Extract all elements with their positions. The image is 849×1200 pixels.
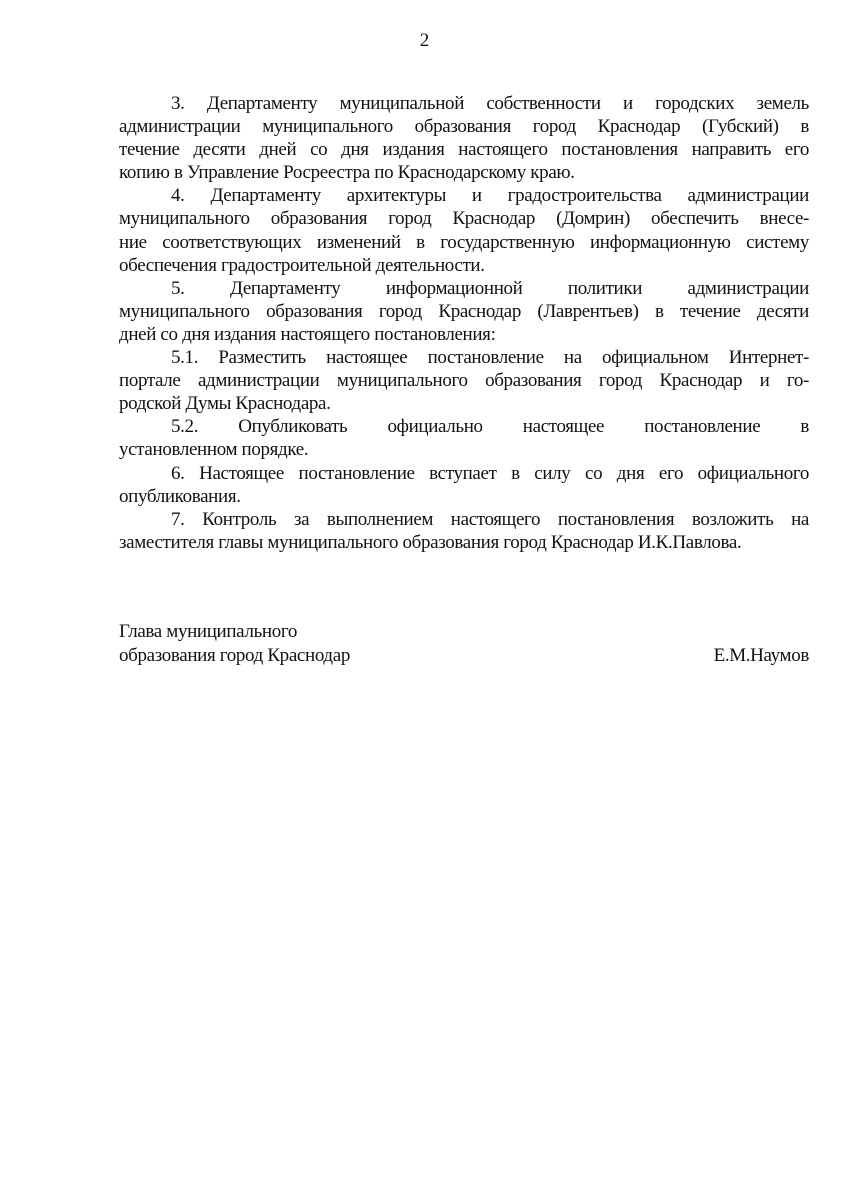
paragraph-line: установленном порядке.: [119, 439, 309, 461]
paragraph-line: 5.2. Опубликовать официально настоящее постановление в: [171, 416, 809, 438]
paragraph: [119, 184, 809, 276]
document-body: [119, 92, 809, 554]
paragraph-line: дней со дня издания настоящего постановления:: [119, 323, 496, 345]
paragraph-line: муниципального образования город Краснодар (Лаврентьев) в течение десяти: [119, 300, 809, 322]
paragraph-line: 7. Контроль за выполнением настоящего постановления возложить на: [171, 508, 809, 530]
paragraph-line: обеспечения градостроительной деятельности.: [119, 254, 485, 276]
paragraph: [119, 346, 809, 415]
paragraph-line: заместителя главы муниципального образования город Краснодар И.К.Павлова.: [119, 531, 742, 553]
paragraph: [119, 462, 809, 508]
paragraph: [119, 277, 809, 346]
paragraph: [119, 415, 809, 461]
paragraph-line: муниципального образования город Краснодар (Домрин) обеспечить внесе-: [119, 208, 809, 230]
signatory-position-line2: образования город Краснодар: [119, 645, 350, 666]
paragraph-line: 5. Департаменту информационной политики администрации: [171, 277, 809, 299]
paragraph-line: 6. Настоящее постановление вступает в силу со дня его официального: [171, 462, 809, 484]
paragraph-line: течение десяти дней со дня издания настоящего постановления направить его: [119, 139, 809, 161]
paragraph-line: 3. Департаменту муниципальной собственности и городских земель: [171, 93, 809, 114]
paragraph-line: 5.1. Разместить настоящее постановление на официальном Интернет-: [171, 347, 809, 369]
signature-block: [119, 620, 809, 668]
signatory-name: Е.М.Наумов: [713, 645, 809, 666]
paragraph-line: родской Думы Краснодара.: [119, 393, 331, 415]
paragraph-line: опубликования.: [119, 485, 241, 507]
paragraph-line: копию в Управление Росреестра по Краснодарскому краю.: [119, 162, 575, 184]
paragraph-line: администрации муниципального образования город Краснодар (Губский) в: [119, 116, 809, 138]
paragraph: [119, 92, 809, 184]
paragraph-line: ние соответствующих изменений в государственную информационную систему: [119, 231, 809, 253]
page-number: 2: [419, 30, 430, 51]
signatory-position-line1: Глава муниципального: [119, 621, 297, 642]
paragraph-line: портале администрации муниципального образования город Краснодар и го-: [119, 370, 809, 392]
paragraph: [119, 508, 809, 554]
paragraph-line: 4. Департаменту архитектуры и градостроительства администрации: [171, 185, 809, 207]
